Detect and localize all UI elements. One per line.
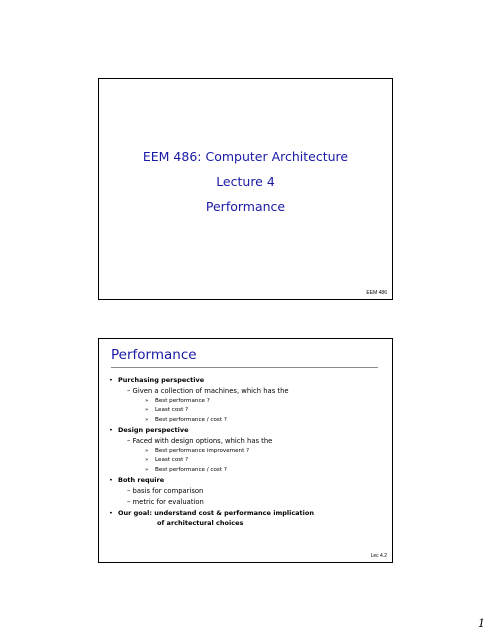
bullet-item	[109, 456, 382, 466]
bullet-text: Best performance ?	[155, 397, 210, 404]
bullet-item	[109, 486, 382, 497]
slide-1-footer: EEM 486	[366, 290, 387, 296]
bullet-item	[109, 436, 382, 447]
bullet-item	[109, 397, 382, 407]
lecture-number: Lecture 4	[216, 174, 275, 189]
bullet-marker: »	[145, 457, 149, 463]
bullet-text: Both require	[118, 476, 165, 484]
bullet-marker: »	[145, 397, 149, 404]
bullet-marker: •	[109, 376, 113, 384]
bullet-text: – Given a collection of machines, which has the	[127, 386, 289, 395]
bullet-item	[109, 406, 382, 416]
bullet-text: Purchasing perspective	[118, 376, 205, 384]
bullet-marker: »	[145, 466, 149, 473]
bullet-text: Our goal: understand cost & performance implication	[118, 508, 314, 517]
bullet-item	[109, 466, 382, 476]
page-number: 1	[478, 617, 485, 630]
bullet-text: – basis for comparison	[127, 486, 204, 495]
bullet-text: – Faced with design options, which has the	[127, 436, 273, 445]
course-title: EEM 486: Computer Architecture	[142, 149, 349, 164]
bullet-item	[109, 375, 382, 386]
bullet-marker: »	[145, 407, 149, 413]
slide-1	[98, 78, 393, 300]
bullet-text: of architectural choices	[157, 519, 244, 527]
slide-1-title-block	[99, 144, 392, 219]
bullet-item	[109, 425, 382, 436]
bullet-marker: »	[145, 416, 149, 423]
slide-2	[98, 338, 393, 563]
bullet-list	[109, 375, 382, 529]
bullet-item	[109, 497, 382, 508]
bullet-text: Design perspective	[118, 426, 189, 434]
bullet-marker: •	[109, 508, 113, 517]
lecture-topic: Performance	[205, 199, 286, 214]
bullet-marker: •	[109, 426, 113, 434]
bullet-text: Best performance / cost ?	[155, 466, 227, 473]
bullet-marker: •	[109, 476, 113, 484]
bullet-text: Best performance / cost ?	[155, 416, 227, 423]
bullet-text: – metric for evaluation	[127, 497, 204, 506]
bullet-item	[109, 386, 382, 397]
bullet-item	[109, 518, 382, 529]
bullet-item	[109, 475, 382, 486]
slide-2-footer: Lec 4.2	[370, 553, 387, 559]
bullet-text: Least cost ?	[155, 407, 189, 413]
bullet-item	[109, 447, 382, 457]
bullet-text: Least cost ?	[155, 457, 189, 463]
bullet-text: Best performance improvement ?	[155, 447, 250, 454]
bullet-marker: »	[145, 447, 149, 454]
slide-2-title: Performance	[111, 347, 197, 363]
title-divider	[111, 367, 378, 368]
bullet-item	[109, 416, 382, 426]
bullet-item	[109, 508, 382, 519]
